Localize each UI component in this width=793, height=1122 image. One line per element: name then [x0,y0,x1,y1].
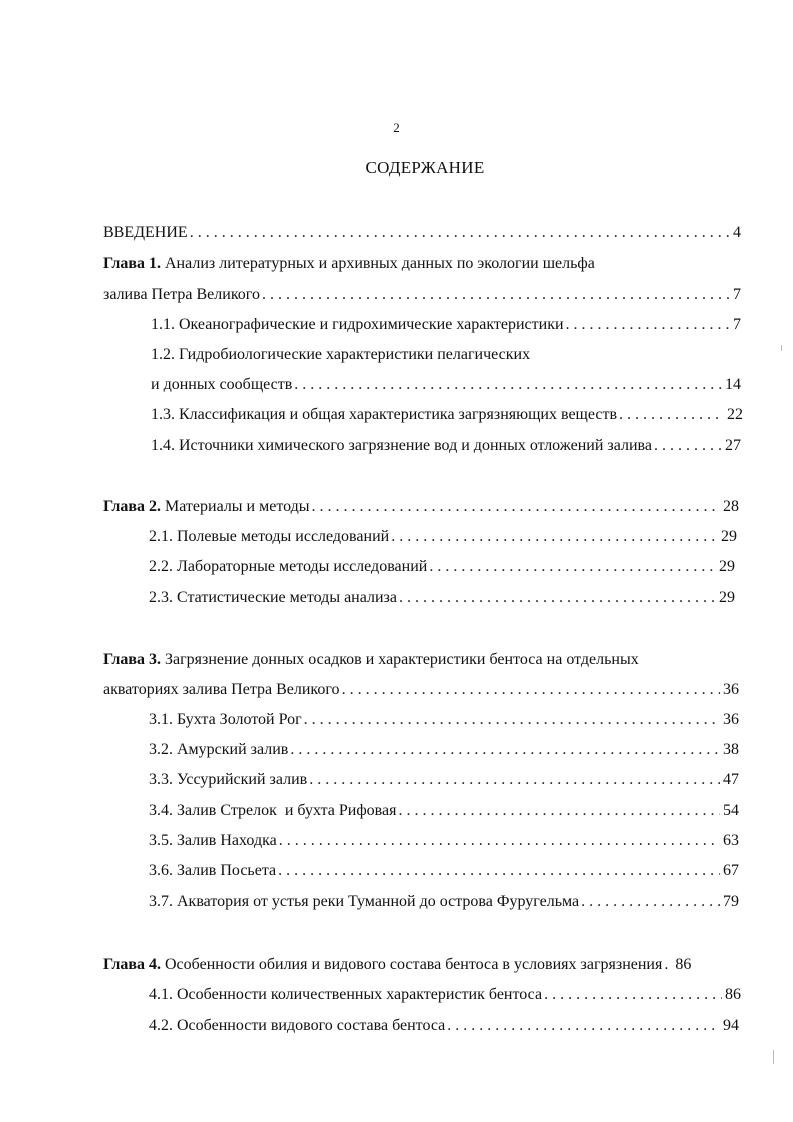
scan-artifact [773,1050,774,1064]
toc-page-number: 4 [733,224,741,241]
toc-entry-text: и донных сообществ [151,376,293,393]
toc-entry-text: 3.2. Амурский залив [149,741,289,758]
dot-leader [262,285,730,305]
dot-leader [391,527,718,547]
toc-entry-text: 3.6. Залив Посьета [149,862,277,879]
dot-leader [279,831,720,851]
toc-entry-text: 1.1. Океанографические и гидрохимические характеристики [151,316,564,333]
toc-page-number: 29 [721,528,737,545]
toc-page-number: 27 [725,437,741,454]
chapter-label: Глава 3. [103,651,161,668]
toc-page-number: 22 [727,406,743,423]
toc-entry-4-2 [149,1014,739,1036]
dot-leader [290,740,720,760]
toc-entry-text: 1.4. Источники химического загрязнение вод и донных отложений залива [151,437,652,454]
dot-leader [342,680,720,700]
toc-page-number: 29 [719,589,735,606]
toc-entry-text: 4.1. Особенности количественных характеристик бентоса [149,986,543,1003]
chapter-label: Глава 2. [103,498,161,515]
toc-entry-intro [103,221,741,243]
toc-entry-chapter-4 [103,953,743,975]
toc-entry-4-1 [149,983,741,1005]
toc-entry-text: 3.5. Залив Находка [149,832,277,849]
dot-leader [619,405,724,425]
toc-entry-text: 3.1. Бухта Золотой Рог [149,711,302,728]
toc-entry-3-3 [149,768,739,790]
dot-leader [190,223,730,243]
toc-page-number: 28 [723,498,739,515]
toc-entry-chapter-1 [103,283,741,305]
toc-page-number: 36 [723,711,739,728]
toc-page-number: 86 [675,956,692,973]
dot-leader [429,557,716,577]
page-number: 2 [393,120,400,135]
dot-leader [581,892,720,912]
toc-entry-text: 1.2. Гидробиологические характеристики пелагических [151,346,531,363]
dot-leader [447,1016,720,1036]
toc-entry-1-2 [151,373,741,395]
toc-entry-3-6 [149,859,739,881]
toc-page-number: 54 [723,802,739,819]
dot-leader [664,955,672,975]
chapter-title: Анализ литературных и архивных данных по экологии шельфа [161,255,595,272]
toc-page-number: 63 [723,832,739,849]
toc-entry-3-5 [149,829,739,851]
toc-entry-3-1 [149,708,739,730]
toc-entry-chapter-2 [103,495,739,517]
toc-entry-text: 2.1. Полевые методы исследований [149,528,390,545]
toc-entry-3-4 [149,799,739,821]
toc-entry-2-3 [149,586,735,608]
chapter-title: Загрязнение донных осадков и характеристики бентоса на отдельных [161,651,639,668]
toc-page-number: 7 [733,286,741,303]
toc-entry-1-2-heading [151,343,741,365]
dot-leader [654,436,722,456]
toc-entry-1-1 [151,313,741,335]
dot-leader [398,801,720,821]
toc-title: СОДЕРЖАНИЕ [365,158,485,177]
dot-leader [304,710,720,730]
toc-page-number: 36 [723,681,739,698]
dot-leader [566,315,730,335]
toc-entry-2-2 [149,555,735,577]
toc-page-number: 94 [723,1017,739,1034]
toc-entry-text: 3.3. Уссурийский залив [149,771,308,788]
toc-page-number: 7 [733,316,741,333]
toc-entry-text: 4.2. Особенности видового состава бентоса [149,1017,446,1034]
chapter-title: Особенности обилия и видового состава бентоса в условиях загрязнения [161,956,663,973]
toc-entry-text: 1.3. Классификация и общая характеристика загрязняющих веществ [151,406,618,423]
toc-entry-text: 2.3. Статистические методы анализа [149,589,397,606]
chapter-label: Глава 1. [103,255,161,272]
toc-entry-2-1 [149,525,737,547]
toc-page-number: 67 [723,862,739,879]
toc-entry-3-2 [149,738,739,760]
toc-entry-1-4 [151,434,741,456]
chapter-label: Глава 4. [103,956,161,973]
dot-leader [294,375,722,395]
toc-page-number: 14 [725,376,741,393]
toc-page-number: 47 [723,771,739,788]
toc-entry-3-7 [149,890,739,912]
toc-page-number: 86 [725,986,741,1003]
toc-chapter-3-heading [103,648,743,670]
toc-chapter-1-heading [103,252,743,274]
dot-leader [544,985,722,1005]
toc-entry-text: 3.7. Акватория от устья реки Туманной до острова Фуругельма [149,893,580,910]
dot-leader [399,588,716,608]
toc-page-number: 29 [719,558,735,575]
dot-leader [278,861,720,881]
toc-page-number: 38 [723,741,739,758]
scan-artifact [781,345,782,351]
toc-entry-text: ВВЕДЕНИЕ [103,224,188,241]
chapter-title: Материалы и методы [161,498,310,515]
toc-entry-text: акваториях залива Петра Великого [103,681,340,698]
dot-leader [309,770,720,790]
toc-entry-text: 2.2. Лабораторные методы исследований [149,558,428,575]
toc-page-number: 79 [723,893,739,910]
toc-entry-chapter-3 [103,678,739,700]
toc-entry-1-3 [151,403,743,425]
dot-leader [312,497,720,517]
toc-entry-text: залива Петра Великого [103,286,260,303]
toc-entry-text: 3.4. Залив Стрелок и бухта Рифовая [149,802,397,819]
